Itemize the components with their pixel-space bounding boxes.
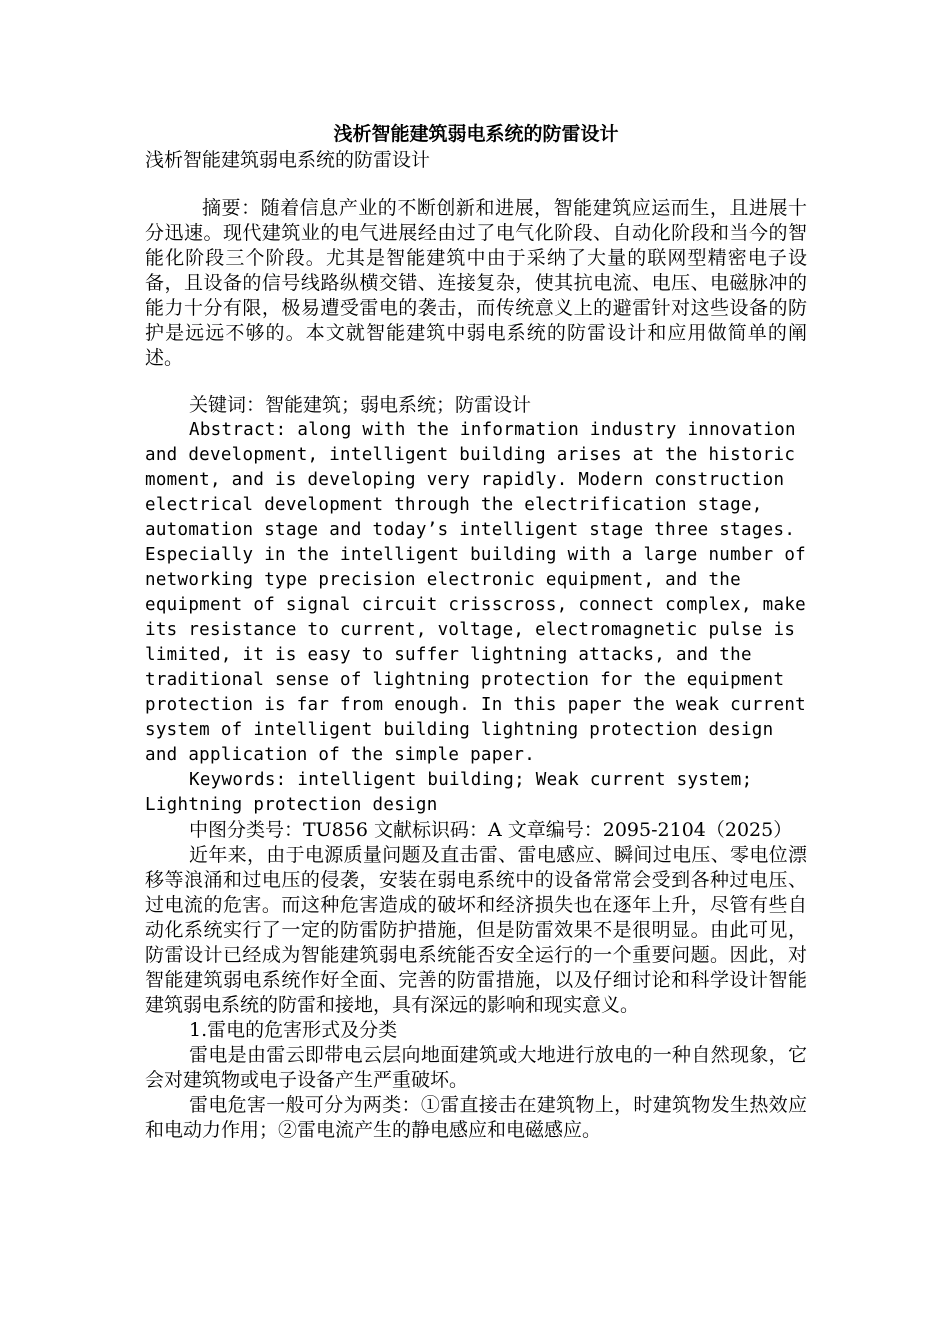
keywords-zh: 关键词：智能建筑；弱电系统；防雷设计 bbox=[189, 394, 532, 416]
section-heading: 1.雷电的危害形式及分类 bbox=[189, 1019, 398, 1041]
abstract-zh: 摘要：随着信息产业的不断创新和进展，智能建筑应运而生，且进展十分迅速。现代建筑业的电气进展经由过了电气化阶段、自动化阶段和当今的智能化阶段三个阶段。尤其是智能建筑中由于采纳了大量的联网型精密电子设备，且设备的信号线路纵横交错、连接复杂，使其抗电流、电压、电磁脉冲的能力十分有限，极易遭受雷电的袭击，而传统意义上的避雷针对这些设备的防护是远远不够的。本文就智能建筑中弱电系统的防雷设计和应用做简单的阐述。 bbox=[145, 197, 807, 369]
intro-paragraph: 近年来，由于电源质量问题及直击雷、雷电感应、瞬间过电压、零电位漂移等浪涌和过电压的侵袭，安装在弱电系统中的设备常常会受到各种过电压、过电流的危害。而这种危害造成的破坏和经济损失也在逐年上升，尽管有些自动化系统实行了一定的防雷防护措施，但是防雷效果不是很明显。由此可见，防雷设计已经成为智能建筑弱电系统能否安全运行的一个重要问题。因此，对智能建筑弱电系统作好全面、完善的防雷措施，以及仔细讨论和科学设计智能建筑弱电系统的防雷和接地，具有深远的影响和现实意义。 bbox=[145, 844, 807, 1016]
spacer bbox=[145, 371, 807, 393]
document-subtitle: 浅析智能建筑弱电系统的防雷设计 bbox=[145, 149, 431, 171]
document-title: 浅析智能建筑弱电系统的防雷设计 bbox=[333, 123, 619, 145]
section-paragraph: 雷电危害一般可分为两类：①雷直接击在建筑物上，时建筑物发生热效应和电动力作用；②雷电流产生的静电感应和电磁感应。 bbox=[145, 1094, 807, 1141]
document-page bbox=[145, 120, 807, 1143]
abstract-en: Abstract: along with the information industry innovation and development, intelligent building arises at the historic moment, and is developing very rapidly. Modern construction electrical development through the electrification stage, automation stage and today’s intelligent stage three stages. Especially in the intelligent building with a large number of networking type precision electronic equipment, and the equipment of signal circuit crisscross, connect complex, make its resistance to current, voltage, electromagnetic pulse is limited, it is easy to suffer lightning attacks, and the traditional sense of lightning protection for the equipment protection is far from enough. In this paper the weak current system of intelligent building lightning protection design and application of the simple paper. bbox=[145, 420, 806, 765]
section-paragraph: 雷电是由雷云即带电云层向地面建筑或大地进行放电的一种自然现象，它会对建筑物或电子设备产生严重破坏。 bbox=[145, 1044, 807, 1091]
classification-line: 中图分类号：TU856 文献标识码：A 文章编号：2095-2104（2025） bbox=[189, 819, 793, 841]
spacer bbox=[145, 173, 807, 196]
keywords-en: Keywords: intelligent building; Weak current system; Lightning protection design bbox=[145, 770, 753, 815]
